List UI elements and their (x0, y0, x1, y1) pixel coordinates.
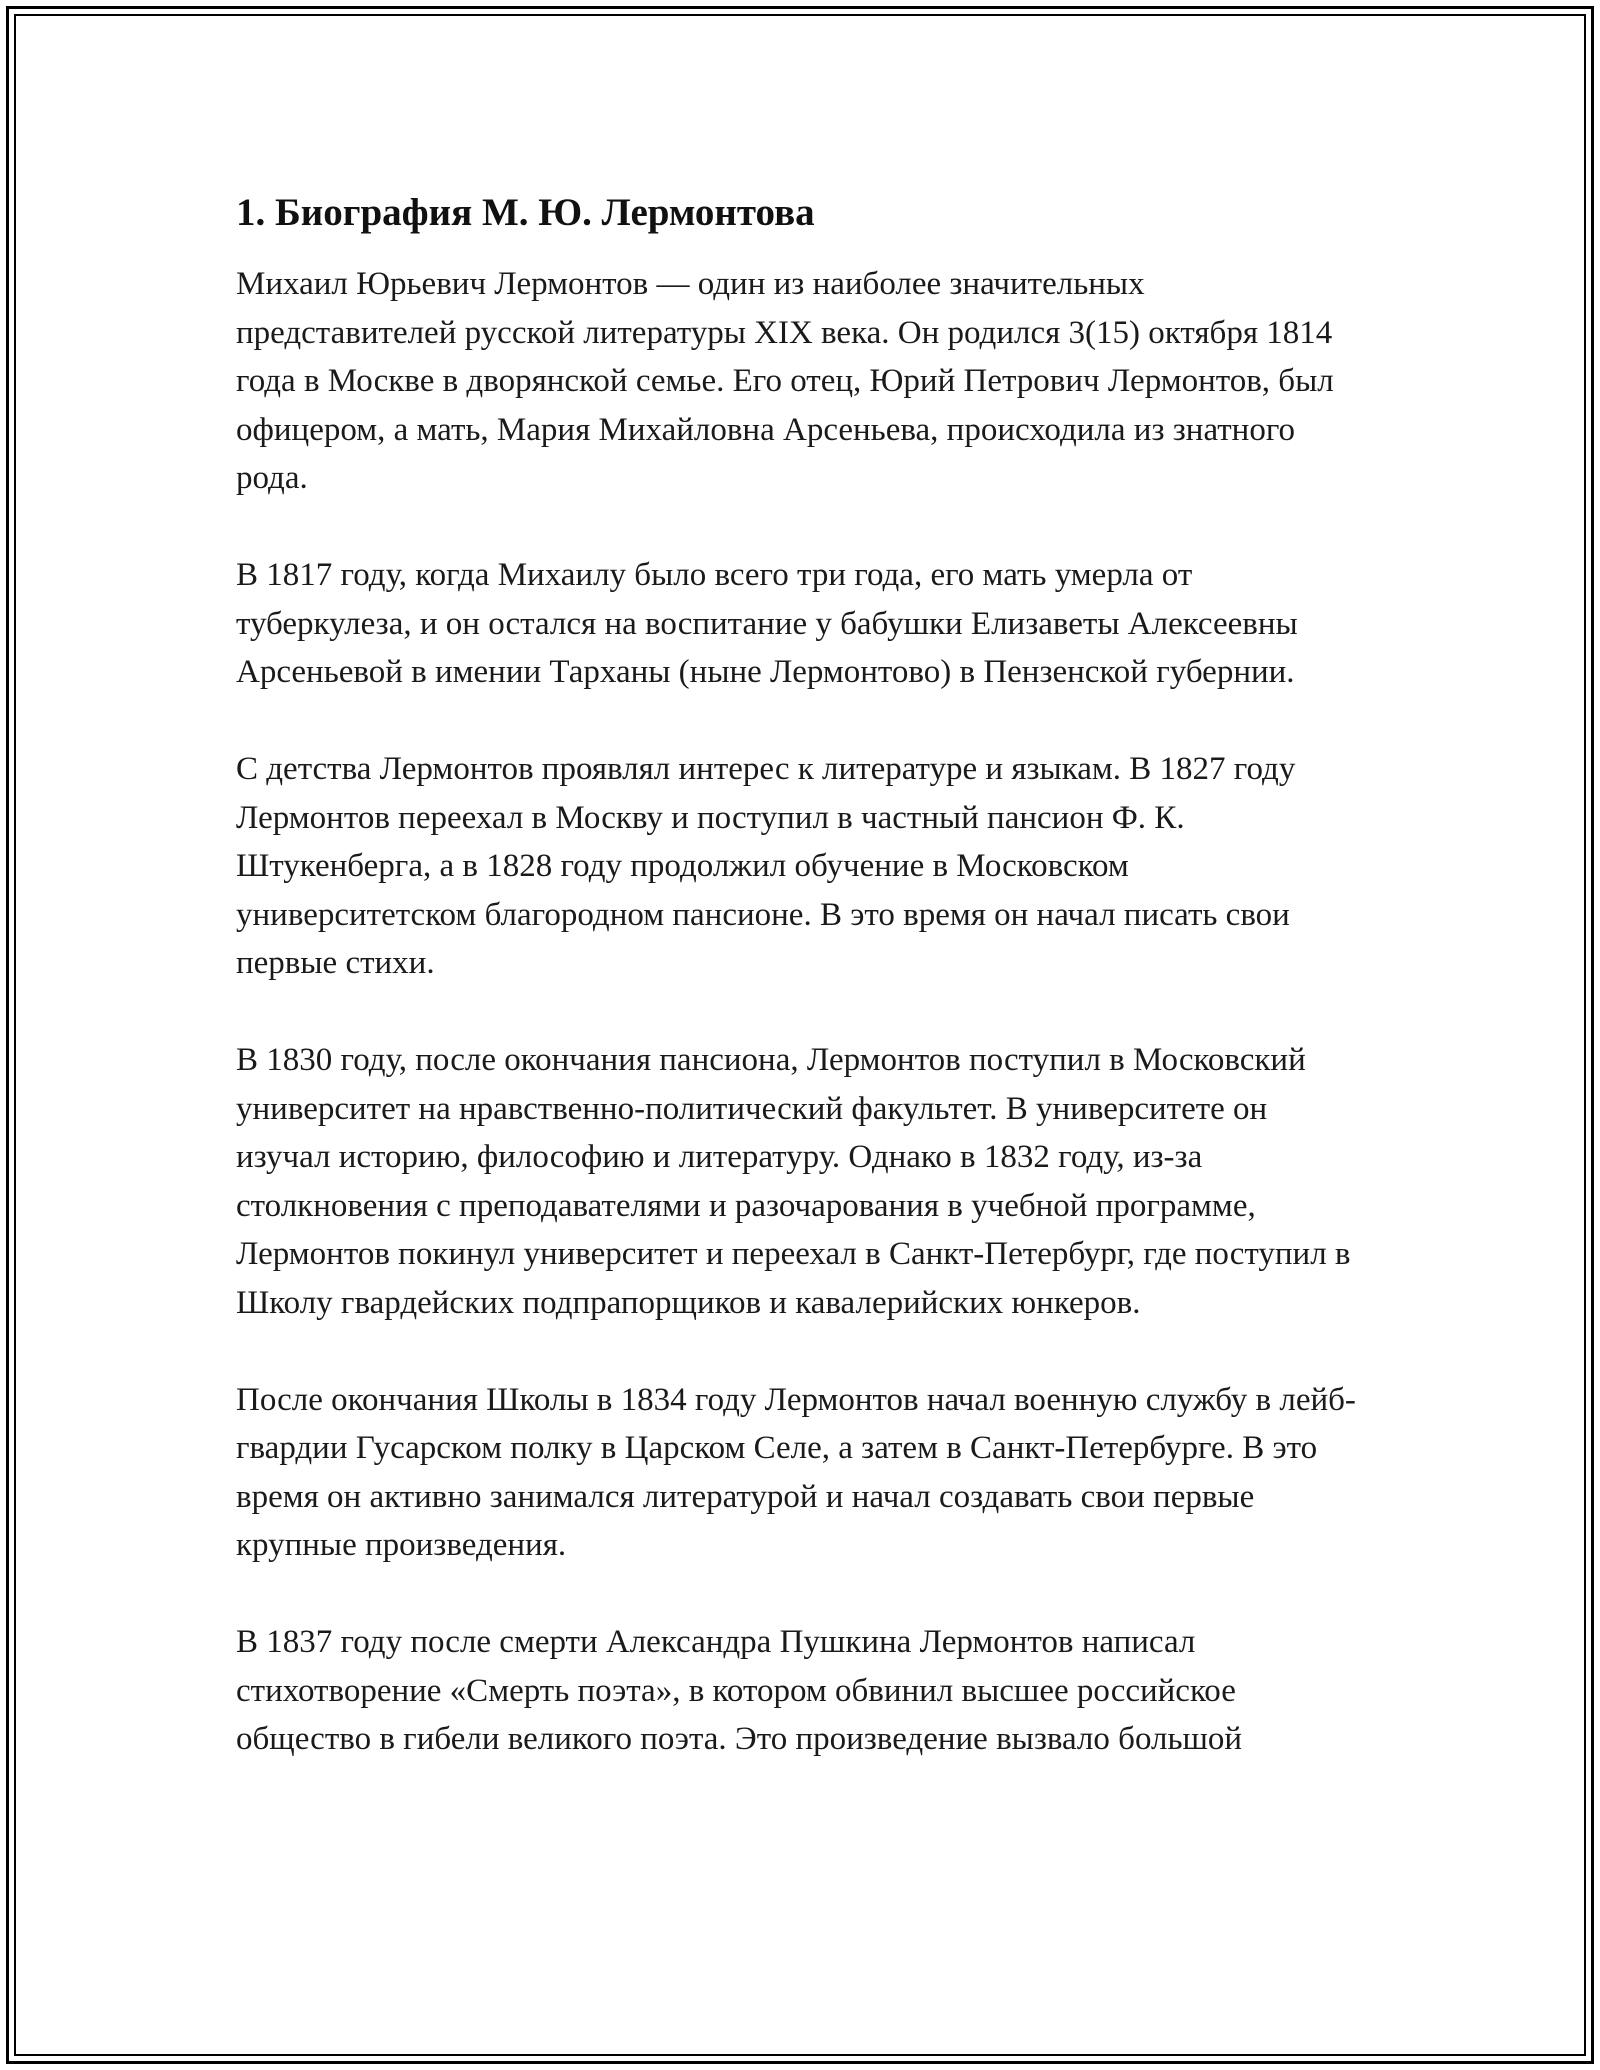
paragraph-1: Михаил Юрьевич Лермонтов — один из наиболее значительных представителей русской литературы XIX века. Он родился 3(15) октября 1814 года в Москве в дворянской семье. Его отец, Юрий Петрович Лермонтов, был офицером, а мать, Мария Михайловна Арсеньева, происходила из знатного рода. (236, 266, 1334, 496)
paragraph-4: В 1830 году, после окончания пансиона, Лермонтов поступил в Московский университет на нравственно-политический факультет. В университете он изучал историю, философию и литературу. Однако в 1832 году, из-за столкновения с преподавателями и разочарования в учебной программе, Лермонтов покинул университет и переехал в Санкт-Петербург, где поступил в Школу гвардейских подпрапорщиков и кавалерийских юнкеров. (236, 1042, 1351, 1321)
paragraph-6: В 1837 году после смерти Александра Пушкина Лермонтов написал стихотворение «Смерть поэта», в котором обвинил высшее российское общество в гибели великого поэта. Это произведение вызвало большой (236, 1624, 1243, 1757)
paragraph-2: В 1817 году, когда Михаилу было всего три года, его мать умерла от туберкулеза, и он остался на воспитание у бабушки Елизаветы Алексеевны Арсеньевой в имении Тарханы (ныне Лермонтово) в Пензенской губернии. (236, 557, 1298, 690)
document-body (236, 188, 1366, 1812)
paragraph-5: После окончания Школы в 1834 году Лермонтов начал военную службу в лейб-гвардии Гусарском полку в Царском Селе, а затем в Санкт-Петербурге. В это время он активно занимался литературой и начал создавать свои первые крупные произведения. (236, 1381, 1356, 1563)
section-heading: 1. Биография М. Ю. Лермонтова (236, 191, 815, 234)
paragraph-3: С детства Лермонтов проявлял интерес к литературе и языкам. В 1827 году Лермонтов переехал в Москву и поступил в частный пансион Ф. К. Штукенберга, а в 1828 году продолжил обучение в Московском университетском благородном пансионе. В это время он начал писать свои первые стихи. (236, 751, 1296, 981)
